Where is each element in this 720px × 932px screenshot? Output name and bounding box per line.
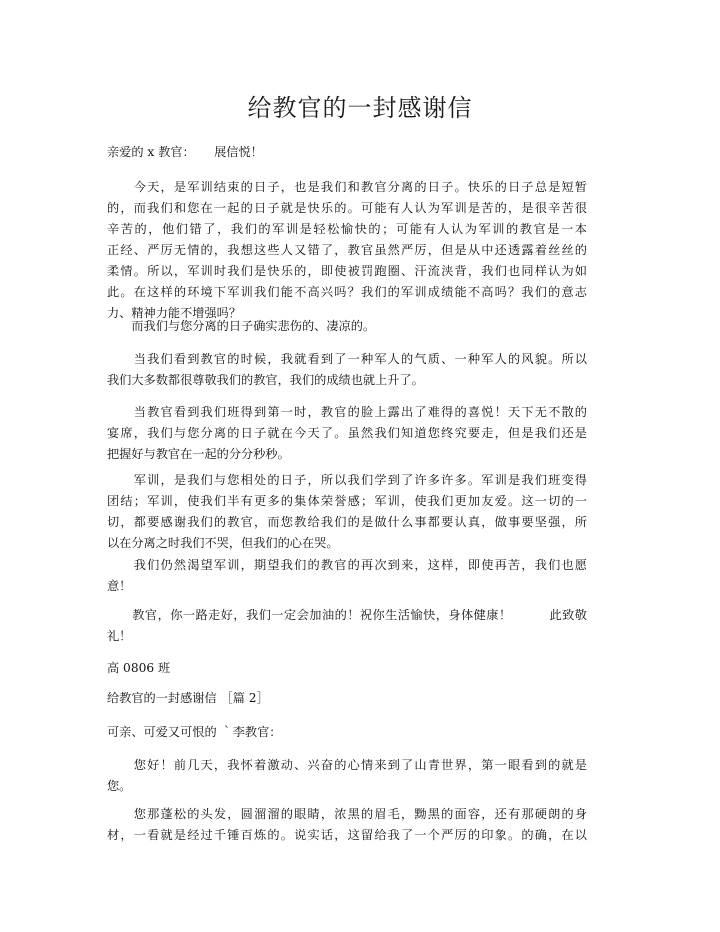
paragraph-line: 而我们与您分离的日子确实悲伤的、凄凉的。	[107, 319, 376, 333]
paragraph-6	[107, 555, 587, 597]
paragraph-line: 宴席，我们与您分离的日子就在今天了。虽然我们知道您终究要走，但是我们还是	[107, 426, 587, 440]
paragraph-line: 您好！前几天，我怀着激动、兴奋的心情来到了山青世界，第一眼看到的就是	[107, 758, 587, 772]
page-title: 给教官的一封感谢信	[247, 94, 473, 122]
paragraph-line: 您那蓬松的头发，圆溜溜的眼睛，浓黑的眉毛，黝黑的面容，还有那硬朗的身	[107, 807, 587, 821]
paragraph-line: 军训，是我们与您相处的日子，所以我们学到了许多许多。军训是我们班变得	[107, 473, 587, 487]
second-paragraph-1	[107, 755, 587, 797]
signature: 高 0806 班	[107, 661, 171, 675]
paragraph-line: 柔情。所以，军训时我们是快乐的，即使被罚跑圈、汗流浃背，我们也同样认为如	[107, 264, 587, 278]
paragraph-line: 把握好与教官在一起的分分秒秒。	[107, 447, 290, 461]
paragraph-1	[107, 177, 587, 324]
paragraph-line: 正经、严厉无情的，我想这些人又错了，教官虽然严厉，但是从中还透露着丝丝的	[107, 243, 587, 257]
paragraph-line: 意！	[107, 579, 132, 593]
paragraph-line: 的，而我们和您在一起的日子就是快乐的。可能有人认为军训是苦的，是很辛苦很	[107, 201, 587, 215]
second-title: 给教官的一封感谢信 ［篇 2］	[107, 691, 269, 705]
paragraph-line: 切，都要感谢我们的教官，而您教给我们的是做什么事都要认真，做事要坚强，所	[107, 515, 587, 529]
paragraph-line: 当我们看到教官的时候，我就看到了一种军人的气质、一种军人的风貌。所以	[107, 352, 587, 366]
paragraph-line: 教官，你一路走好，我们一定会加油的！祝你生活愉快，身体健康！ 此致敬	[107, 608, 587, 622]
paragraph-line: 礼！	[107, 629, 132, 643]
paragraph-line: 今天，是军训结束的日子，也是我们和教官分离的日子。快乐的日子总是短暂	[107, 180, 587, 194]
paragraph-line: 团结；军训，使我们半有更多的集体荣誉感；军训，使我们更加友爱。这一切的一	[107, 494, 587, 508]
paragraph-line: 以在分离之时我们不哭，但我们的心在哭。	[107, 536, 339, 550]
paragraph-line: 辛苦的，他们错了，我们的军训是轻松愉快的；可能有人认为军训的教官是一本	[107, 222, 587, 236]
paragraph-2	[107, 316, 587, 337]
paragraph-line: 我们仍然渴望军训，期望我们的教官的再次到来，这样，即使再苦，我们也愿	[107, 558, 587, 572]
paragraph-7	[107, 605, 587, 647]
second-salutation: 可亲、可爱又可恨的 ｀李教官：	[107, 725, 282, 739]
paragraph-4	[107, 402, 587, 465]
paragraph-line: 您。	[107, 779, 132, 793]
paragraph-5	[107, 470, 587, 554]
paragraph-line: 力、精神力能不增强吗？	[107, 306, 242, 320]
paragraph-3	[107, 349, 587, 391]
paragraph-line: 当教官看到我们班得到第一时，教官的脸上露出了难得的喜悦！天下无不散的	[107, 405, 587, 419]
paragraph-line: 此。在这样的环境下军训我们能不高兴吗？我们的军训成绩能不高吗？我们的意志	[107, 285, 587, 299]
paragraph-line: 材，一看就是经过千锤百炼的。说实话，这留给我了一个严厉的印象。的确，在以	[107, 828, 587, 842]
paragraph-line: 我们大多数都很尊敬我们的教官，我们的成绩也就上升了。	[107, 373, 424, 387]
salutation: 亲爱的 x 教官： 展信悦！	[107, 145, 263, 159]
second-paragraph-2	[107, 804, 587, 846]
